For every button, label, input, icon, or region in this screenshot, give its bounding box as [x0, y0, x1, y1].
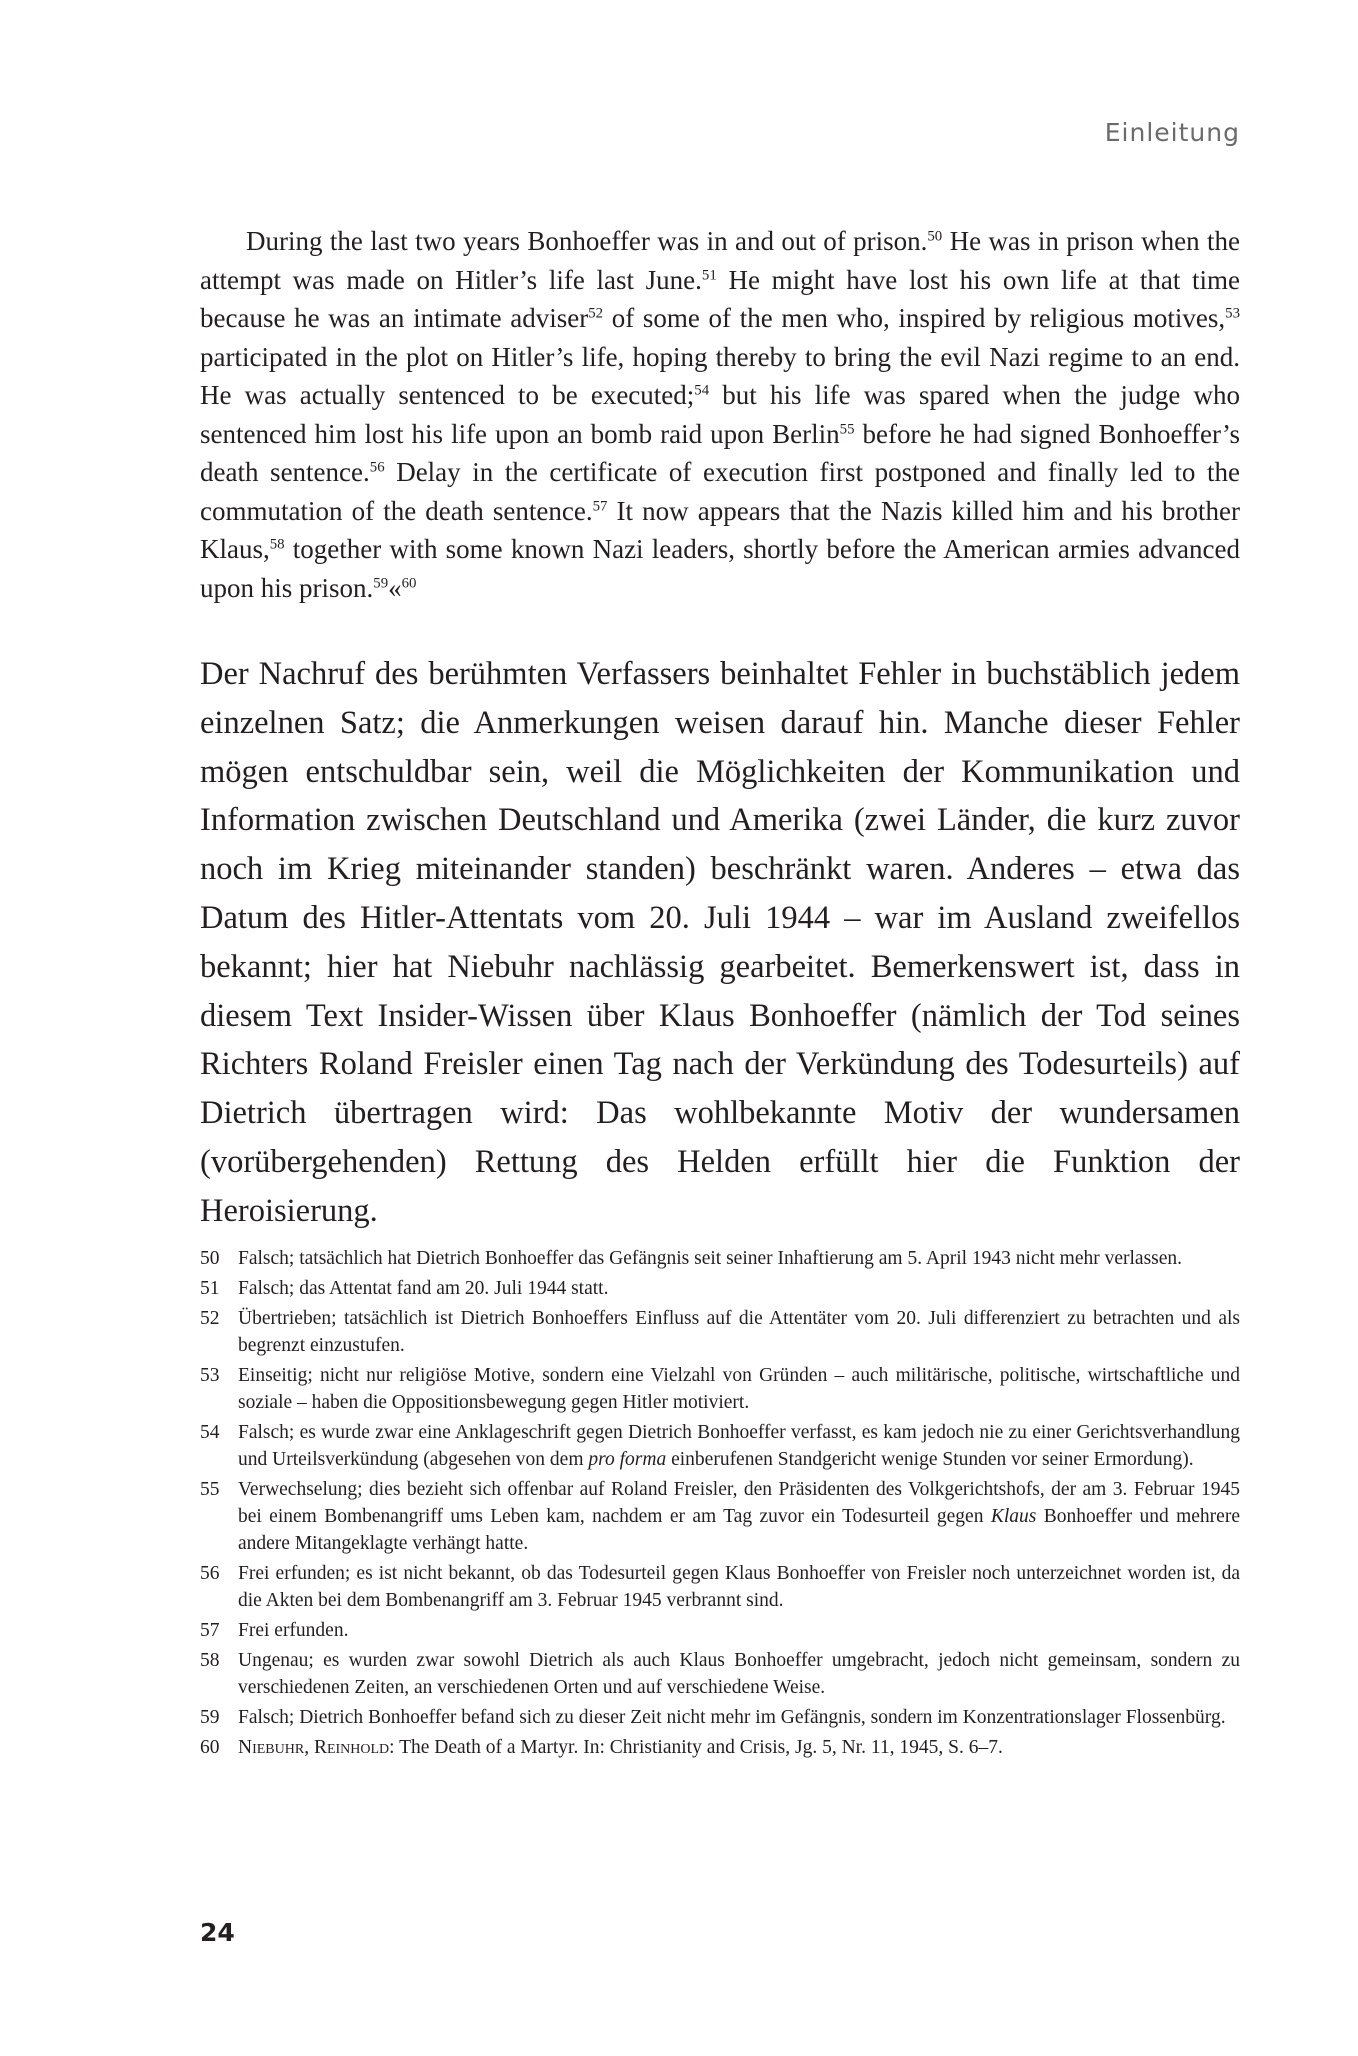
page-number: 24 — [200, 1918, 235, 1947]
footnote-number: 51 — [200, 1278, 220, 1299]
text-run: Falsch; das Attentat fand am 20. Juli 1944 statt. — [238, 1278, 609, 1299]
footnote-number: 52 — [200, 1308, 220, 1329]
footnote-item — [200, 1275, 1240, 1302]
footnote-ref: 56 — [369, 459, 385, 476]
text-run: before he had signed Bonhoeffer’s death sentence. — [200, 418, 1240, 487]
text-run: Bonhoeffer und mehrere andere Mitangeklagte verhängt hatte. — [238, 1506, 1240, 1554]
text-run: Falsch; es wurde zwar eine Anklageschrift gegen Dietrich Bonhoeffer verfasst, es kam jedoch nie zu einer Gerichtsverhandlung und Urteilsverkündung (abgesehen von dem — [238, 1422, 1240, 1470]
body-text — [200, 650, 1240, 1236]
footnote-ref: 59 — [373, 574, 389, 591]
italic-text: pro forma — [588, 1449, 667, 1470]
footnote-item — [200, 1476, 1240, 1557]
text-run: together with some known Nazi leaders, shortly before the American armies advanced upon his prison. — [200, 534, 1240, 603]
footnote-ref: 52 — [588, 305, 604, 322]
footnote-item — [200, 1305, 1240, 1359]
block-quote — [200, 222, 1240, 607]
footnote-text — [238, 1476, 1240, 1557]
footnote-text — [238, 1647, 1240, 1701]
footnote-text — [238, 1617, 1240, 1644]
footnote-number: 55 — [200, 1479, 220, 1500]
footnote-text — [238, 1305, 1240, 1359]
running-header: Einleitung — [1104, 118, 1240, 147]
author-name: Niebuhr, Reinhold — [238, 1737, 390, 1758]
body-paragraph: Der Nachruf des berühmten Verfassers beinhaltet Fehler in buchstäblich jedem einzelnen Satz; die Anmerkungen weisen darauf hin. Manche dieser Fehler mögen entschuldbar sein, weil die Möglichkeiten der Kommunikation und Information zwischen Deutschland und Amerika (zwei Länder, die kurz zuvor noch im Krieg miteinander standen) beschränkt waren. Anderes – etwa das Datum des Hitler-Attentats vom 20. Juli 1944 – war im Ausland zweifellos bekannt; hier hat Niebuhr nachlässig gearbeitet. Bemerkenswert ist, dass in diesem Text Insider-Wissen über Klaus Bonhoeffer (nämlich der Tod seines Richters Roland Freisler einen Tag nach der Verkündung des Todesurteils) auf Dietrich übertragen wird: Das wohlbekannte Motiv der wundersamen (vorübergehenden) Rettung des Helden erfüllt hier die Funktion der Heroisierung. — [200, 656, 1240, 1229]
footnote-ref: 60 — [401, 574, 417, 591]
footnote-text — [238, 1704, 1240, 1731]
footnote-text — [238, 1419, 1240, 1473]
italic-text: Klaus — [990, 1506, 1037, 1527]
footnote-text — [238, 1275, 1240, 1302]
footnote-number: 50 — [200, 1248, 220, 1269]
footnote-item — [200, 1419, 1240, 1473]
text-run: Verwechselung; dies bezieht sich offenbar auf Roland Freisler, den Präsidenten des Volkgerichtshofs, der am 3. Februar 1945 bei einem Bombenangriff ums Leben kam, nachdem er am Tag zuvor ein Todesurteil gegen — [238, 1479, 1240, 1527]
footnote-number: 56 — [200, 1563, 220, 1584]
text-run: Übertrieben; tatsächlich ist Dietrich Bonhoeffers Einfluss auf die Attentäter vom 20. Juli differenziert zu betrachten und als begrenzt einzustufen. — [238, 1308, 1240, 1356]
text-run: Einseitig; nicht nur religiöse Motive, sondern eine Vielzahl von Gründen – auch militärische, politische, wirtschaftliche und soziale – haben die Oppositionsbewegung gegen Hitler motiviert. — [238, 1365, 1240, 1413]
footnote-number: 54 — [200, 1422, 220, 1443]
footnote-ref: 55 — [839, 420, 855, 437]
footnote-ref: 54 — [694, 382, 710, 399]
footnote-item — [200, 1647, 1240, 1701]
footnote-item — [200, 1245, 1240, 1272]
text-run: Frei erfunden; es ist nicht bekannt, ob das Todesurteil gegen Klaus Bonhoeffer von Freisler noch unterzeichnet worden ist, da die Akten bei dem Bombenangriff am 3. Februar 1945 verbrannt sind. — [238, 1563, 1240, 1611]
text-run: of some of the men who, inspired by religious motives, — [603, 303, 1226, 333]
text-run: Frei erfunden. — [238, 1620, 349, 1641]
text-run: It now appears that the Nazis killed him and his brother Klaus, — [200, 495, 1240, 564]
quote-paragraph — [200, 222, 1240, 607]
text-run: Falsch; tatsächlich hat Dietrich Bonhoeffer das Gefängnis seit seiner Inhaftierung am 5. April 1943 nicht mehr verlassen. — [238, 1248, 1183, 1269]
footnote-text — [238, 1560, 1240, 1614]
footnote-ref: 57 — [592, 497, 608, 514]
footnote-number: 58 — [200, 1650, 220, 1671]
footnote-ref: 58 — [269, 536, 285, 553]
footnote-number: 53 — [200, 1365, 220, 1386]
text-run: He might have lost his own life at that time because he was an intimate adviser — [200, 264, 1240, 333]
footnotes — [200, 1245, 1240, 1764]
footnote-item — [200, 1560, 1240, 1614]
footnote-item — [200, 1704, 1240, 1731]
text-run: He was in prison when the attempt was made on Hitler’s life last June. — [200, 226, 1240, 295]
footnote-ref: 51 — [701, 266, 717, 283]
footnote-number: 59 — [200, 1707, 220, 1728]
text-run: : The Death of a Martyr. In: Christianity and Crisis, Jg. 5, Nr. 11, 1945, S. 6–7. — [389, 1737, 1003, 1758]
footnote-text — [238, 1734, 1240, 1761]
footnote-ref: 53 — [1225, 305, 1241, 322]
footnote-text — [238, 1362, 1240, 1416]
text-run: During the last two years Bonhoeffer was in and out of prison. — [246, 226, 928, 256]
text-run: Ungenau; es wurden zwar sowohl Dietrich als auch Klaus Bonhoeffer umgebracht, jedoch nicht gemeinsam, sondern zu verschiedenen Zeiten, an verschiedenen Orten und auf verschiedene Weise. — [238, 1650, 1240, 1698]
text-run: « — [388, 572, 402, 603]
footnote-number: 60 — [200, 1737, 220, 1758]
text-run: but his life was spared when the judge who sentenced him lost his life upon an bomb raid upon Berlin — [200, 380, 1240, 449]
footnote-item — [200, 1734, 1240, 1761]
text-run: Delay in the certificate of execution first postponed and finally led to the commutation of the death sentence. — [200, 457, 1240, 526]
footnote-item — [200, 1362, 1240, 1416]
text-run: participated in the plot on Hitler’s life, hoping thereby to bring the evil Nazi regime to an end. He was actually sentenced to be executed; — [200, 341, 1240, 410]
footnote-text — [238, 1245, 1240, 1272]
text-run: einberufenen Standgericht wenige Stunden vor seiner Ermordung). — [666, 1449, 1194, 1470]
footnote-ref: 50 — [927, 228, 943, 245]
footnote-number: 57 — [200, 1620, 220, 1641]
text-run: Falsch; Dietrich Bonhoeffer befand sich zu dieser Zeit nicht mehr im Gefängnis, sondern im Konzentrationslager Flossenbürg. — [238, 1707, 1226, 1728]
footnote-item — [200, 1617, 1240, 1644]
